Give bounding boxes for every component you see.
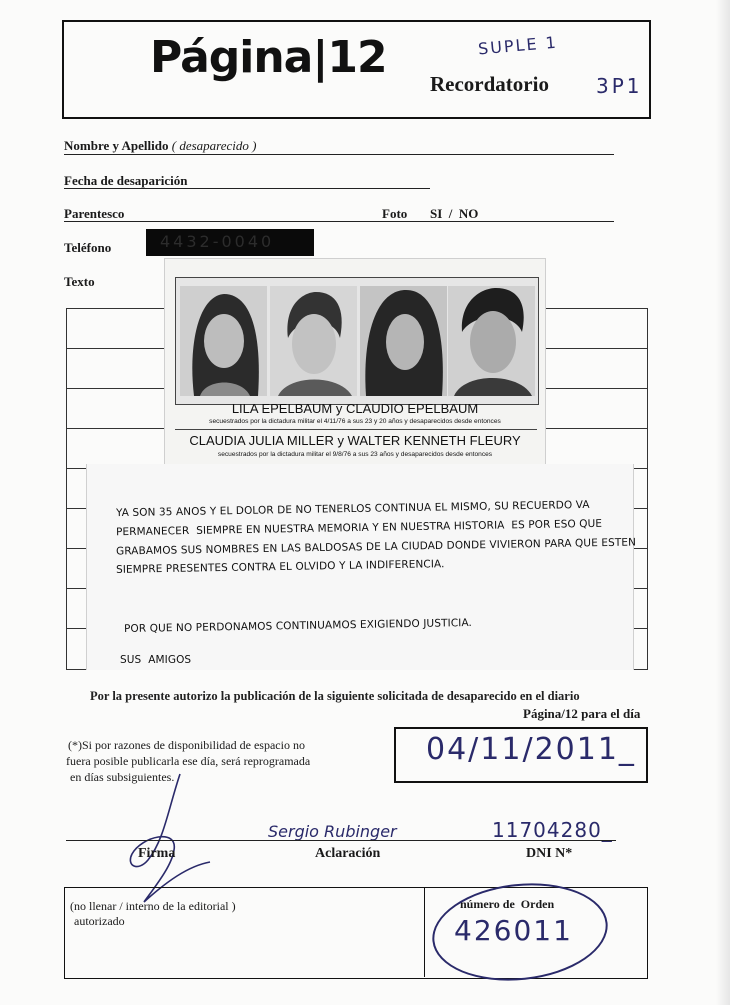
photo-label: Foto xyxy=(382,206,408,221)
message-line: YA SON 35 ANOS Y EL DOLOR DE NO TENERLOS CONTINUA EL MISMO, SU RECUERDO VA xyxy=(115,498,590,520)
page-title: Recordatorio xyxy=(430,72,549,96)
clipping-detail-2: secuestrados por la dictadura militar el 9/8/76 a sus 23 años y desaparecidos desde entonces xyxy=(217,451,493,458)
order-label: número de Orden xyxy=(460,897,555,911)
note-line: en días subsiguientes. xyxy=(70,770,175,784)
publication-date-value: 04/11/2011_ xyxy=(426,732,636,767)
signature-line xyxy=(66,840,616,841)
date-label: Fecha de desaparición xyxy=(64,173,188,188)
clipping-divider xyxy=(175,429,537,430)
internal-use-line-1: (no llenar / interno de la editorial ) xyxy=(70,899,236,913)
portrait-woman-1-icon xyxy=(180,286,267,396)
clipping-detail-1: secuestrados por la dictadura militar el 4/11/76 a sus 23 y 20 años y desaparecidos desde entonces xyxy=(209,418,501,425)
internal-use-line-2: autorizado xyxy=(74,914,125,928)
name-label: Nombre y Apellido ( desaparecido ) xyxy=(64,138,257,153)
message-line: SIEMPRE PRESENTES CONTRA EL OLVIDO Y LA INDIFERENCIA. xyxy=(115,558,445,576)
authorization-line-1: Por la presente autorizo la publicación de la siguiente solicitada de desaparecido en el diario xyxy=(90,689,580,703)
name-hint: ( desaparecido ) xyxy=(171,138,257,153)
phone-label: Teléfono xyxy=(64,240,112,255)
portrait-man-2-icon xyxy=(448,286,535,396)
authorization-line-2: Página/12 para el día xyxy=(523,706,641,721)
clipping-names-1: LILA EPELBAUM y CLAUDIO EPELBAUM xyxy=(231,401,479,416)
relation-line xyxy=(64,221,614,222)
dni-label: DNI N* xyxy=(526,846,573,861)
message-line: SUS AMIGOS xyxy=(120,654,192,666)
newspaper-clipping xyxy=(164,258,546,470)
relation-label: Parentesco xyxy=(64,206,125,221)
text-label: Texto xyxy=(64,274,95,289)
handwritten-note-top: SUPLE 1 xyxy=(477,32,559,59)
portrait-photo xyxy=(360,286,447,396)
logo: Página|12 xyxy=(150,32,387,83)
dni-value: 11704280_ xyxy=(492,818,613,842)
note-line: (*)Si por razones de disponibilidad de espacio no xyxy=(68,738,305,752)
clipping-names-2: CLAUDIA JULIA MILLER y WALTER KENNETH FLEURY xyxy=(189,433,521,448)
firma-label: Firma xyxy=(138,846,176,861)
photo-options: SI / NO xyxy=(430,206,479,221)
handwritten-note-side: 3P1 xyxy=(596,74,643,98)
portrait-photo xyxy=(448,286,535,396)
portrait-photo xyxy=(270,286,357,396)
message-line: GRABAMOS SUS NOMBRES EN LAS BALDOSAS DE LA CIUDAD DONDE VIVIERON PARA QUE ESTEN xyxy=(115,536,637,558)
phone-redacted-value: 4432-0040 xyxy=(146,229,314,256)
portrait-photo xyxy=(180,286,267,396)
portrait-woman-2-icon xyxy=(360,286,447,396)
name-line xyxy=(64,154,614,155)
date-line xyxy=(64,188,430,189)
page-edge xyxy=(716,0,730,1005)
message-line: PERMANECER SIEMPRE EN NUESTRA MEMORIA Y EN NUESTRA HISTORIA ES POR ESO QUE xyxy=(115,517,603,539)
aclaracion-label: Aclaración xyxy=(315,846,381,861)
aclaracion-value: Sergio Rubinger xyxy=(268,822,397,841)
note-line: fuera posible publicarla ese día, será reprogramada xyxy=(66,754,311,768)
order-value: 426011 xyxy=(454,914,573,947)
portrait-man-1-icon xyxy=(270,286,357,396)
photo-strip xyxy=(175,277,539,405)
message-line: POR QUE NO PERDONAMOS CONTINUAMOS EXIGIENDO JUSTICIA. xyxy=(123,616,473,636)
